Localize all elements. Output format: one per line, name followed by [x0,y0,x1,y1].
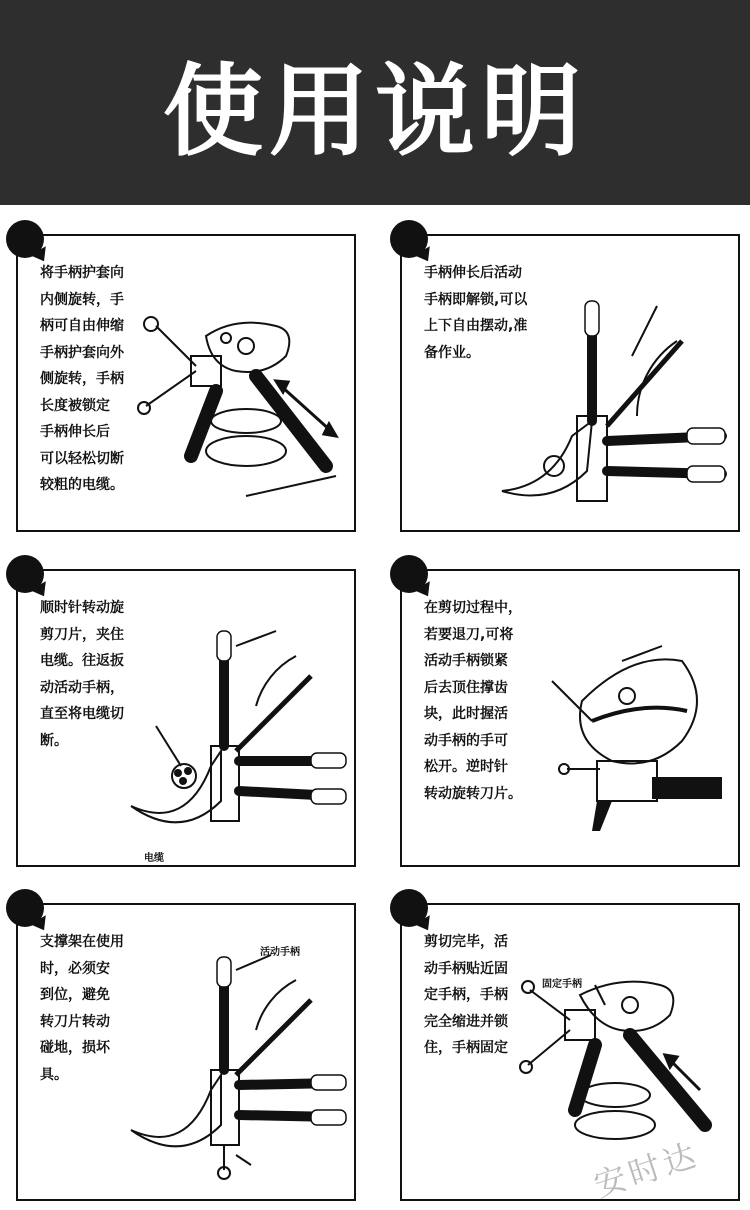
instruction-line: 手柄伸长后 [40,424,110,440]
cable-cutter-ratchet-illustration [552,641,737,841]
instruction-line: 断。 [40,732,68,749]
step-marker-4 [390,555,428,593]
instruction-line: 块，此时握活 [424,706,508,722]
instruction-line: 动手柄的手可 [424,732,508,749]
instruction-panel-4 [400,569,740,867]
instruction-line: 后去顶住撑齿 [424,679,508,696]
instruction-text-6 [424,929,508,1062]
instruction-line: 长度被锁定 [40,397,110,414]
instruction-line: 备作业。 [424,344,480,361]
instruction-line: 内侧旋转，手 [40,291,124,308]
instruction-line: 可以轻松切断 [40,450,124,467]
instruction-panel-1 [16,234,356,532]
instruction-line: 剪切完毕，活 [424,934,508,950]
instruction-text-1 [40,260,124,499]
instruction-line: 活动手柄锁紧 [424,653,508,669]
instruction-line: 柄可自由伸缩 [40,318,124,334]
instruction-text-3 [40,595,124,754]
instruction-line: 较粗的电缆。 [40,477,124,493]
step-marker-5 [6,889,44,927]
instruction-line: 松开。逆时针 [424,759,508,775]
brand-watermark: 安时达 [589,1135,704,1205]
instruction-line: 若要退刀,可将 [424,626,514,643]
instruction-panel-6 [400,903,740,1205]
cable-callout-label: 电缆 [144,853,164,864]
cable-cutter-compact-illustration [136,316,346,516]
instruction-line: 转刀片转动 [40,1013,110,1030]
fixed-handle-callout-label: 固定手柄 [542,979,582,990]
instruction-line: 侧旋转，手柄 [40,371,124,387]
cable-cutter-clockwise-illustration [126,631,351,861]
step-marker-1 [6,220,44,258]
instruction-line: 手柄即解锁,可以 [424,291,528,308]
instruction-panel-5 [16,903,356,1201]
instruction-line: 将手柄护套向 [40,265,124,281]
instruction-line: 电缆。往返扳 [40,653,124,669]
instruction-line: 完全缩进并锁 [424,1013,508,1030]
instruction-line: 碰地，损坏 [40,1040,110,1056]
instruction-line: 住，手柄固定 [424,1040,508,1056]
step-marker-3 [6,555,44,593]
instruction-line: 动活动手柄， [40,679,124,696]
movable-handle-callout-label: 活动手柄 [260,947,300,958]
header-banner [0,0,750,205]
instruction-text-4 [424,595,522,807]
instruction-line: 时，必须安 [40,960,110,977]
instruction-line: 顺时针转动旋 [40,600,124,616]
instruction-line: 具。 [40,1066,68,1083]
cable-cutter-extended-illustration [492,296,737,526]
instruction-line: 到位，避免 [40,987,110,1003]
instruction-line: 在剪切过程中， [424,600,522,616]
instruction-line: 动手柄贴近固 [424,960,508,977]
page-title: 使用说明 [163,52,587,170]
instruction-line: 直至将电缆切 [40,706,124,722]
instruction-line: 支撑架在使用 [40,934,124,950]
instruction-line: 手柄伸长后活动 [424,265,522,281]
instruction-line: 手柄护套向外 [40,344,124,361]
instruction-line: 定手柄，手柄 [424,987,508,1003]
instruction-panel-3 [16,569,356,867]
instruction-line: 转动旋转刀片。 [424,785,522,802]
instruction-panel-2 [400,234,740,532]
step-marker-6 [390,889,428,927]
instruction-text-5 [40,929,124,1088]
cable-cutter-support-illustration [126,955,351,1195]
step-marker-2 [390,220,428,258]
instruction-line: 剪刀片，夹住 [40,626,124,643]
instruction-line: 上下自由摆动,准 [424,318,528,334]
